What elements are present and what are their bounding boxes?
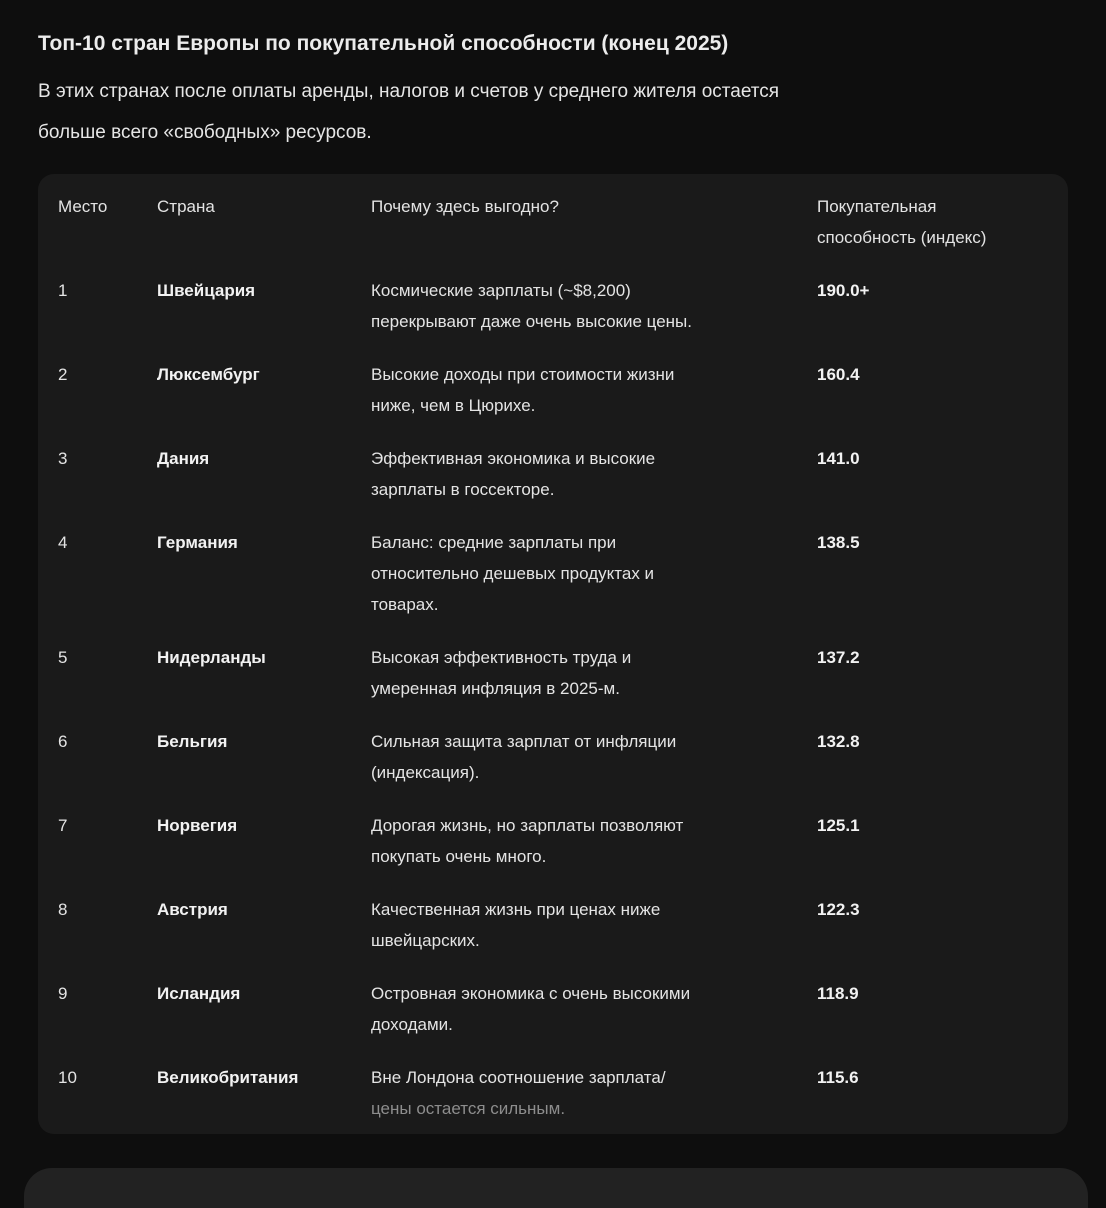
reason-text: Сильная защита зарплат от инфляции (индексация). [371,732,677,782]
reason-text-streaming: цены остается сильным. [371,1099,566,1118]
index-cell: 125.1 [817,816,860,835]
index-cell: 141.0 [817,449,860,468]
rank-cell: 6 [58,732,68,751]
country-cell: Нидерланды [157,648,266,667]
composer-input-bar[interactable] [24,1168,1088,1208]
col-header-reason: Почему здесь выгодно? [371,197,559,216]
reason-cell [371,642,817,726]
col-header-index: Покупательная способность (индекс) [817,197,987,247]
index-cell: 137.2 [817,648,860,667]
country-cell: Бельгия [157,732,228,751]
reason-text: Высокие доходы при стоимости жизни ниже, чем в Цюрихе. [371,365,675,415]
rank-cell: 4 [58,533,68,552]
reason-text: Космические зарплаты (~$8,200) перекрывают даже очень высокие цены. [371,281,692,331]
page-title: Топ-10 стран Европы по покупательной способности (конец 2025) [38,32,729,55]
index-cell: 118.9 [817,984,859,1003]
reason-text: Высокая эффективность труда и умеренная инфляция в 2025-м. [371,648,632,698]
country-cell: Норвегия [157,816,238,835]
reason-cell [371,527,817,642]
table-row [58,810,1048,894]
table-row [58,275,1048,359]
reason-text: Дорогая жизнь, но зарплаты позволяют покупать очень много. [371,816,684,866]
reason-text: Баланс: средние зарплаты при относительно дешевых продуктах и товарах. [371,533,655,614]
rank-cell: 8 [58,900,68,919]
reason-text: Вне Лондона соотношение зарплата/ [371,1068,666,1087]
reason-text: Эффективная экономика и высокие зарплаты в госсекторе. [371,449,656,499]
reason-cell [371,443,817,527]
reason-cell [371,1062,817,1124]
index-cell: 190.0+ [817,281,870,300]
index-cell: 122.3 [817,900,860,919]
reason-cell [371,359,817,443]
rank-cell: 9 [58,984,68,1003]
country-cell: Германия [157,533,238,552]
page-subtitle: В этих странах после оплаты аренды, налогов и счетов у среднего жителя остается больше всего «свободных» ресурсов. [38,81,780,143]
reason-cell [371,275,817,359]
reason-cell [371,894,817,978]
country-cell: Исландия [157,984,241,1003]
table-row [58,443,1048,527]
reason-text: Островная экономика с очень высокими доходами. [371,984,691,1034]
table-row [58,642,1048,726]
rank-cell: 5 [58,648,68,667]
rank-cell: 2 [58,365,68,384]
index-cell: 138.5 [817,533,860,552]
country-cell: Великобритания [157,1068,299,1087]
table-row [58,726,1048,810]
country-cell: Швейцария [157,281,256,300]
reason-cell [371,978,817,1062]
index-cell: 132.8 [817,732,860,751]
rank-cell: 3 [58,449,68,468]
country-cell: Дания [157,449,210,468]
col-header-country: Страна [157,197,215,216]
table-header-row [58,191,1048,275]
table-row [58,894,1048,978]
reason-text: Качественная жизнь при ценах ниже швейцарских. [371,900,661,950]
country-cell: Австрия [157,900,228,919]
reason-cell [371,810,817,894]
chat-message-content [0,30,1106,1134]
index-cell: 160.4 [817,365,860,384]
rank-cell: 7 [58,816,68,835]
table-row [58,1062,1048,1124]
index-cell: 115.6 [817,1068,859,1087]
reason-cell [371,726,817,810]
rank-cell: 10 [58,1068,77,1087]
table-row [58,978,1048,1062]
results-table-card [38,174,1068,1134]
table-row [58,527,1048,642]
country-cell: Люксембург [157,365,260,384]
col-header-rank: Место [58,197,108,216]
table-row [58,359,1048,443]
rank-cell: 1 [58,281,68,300]
